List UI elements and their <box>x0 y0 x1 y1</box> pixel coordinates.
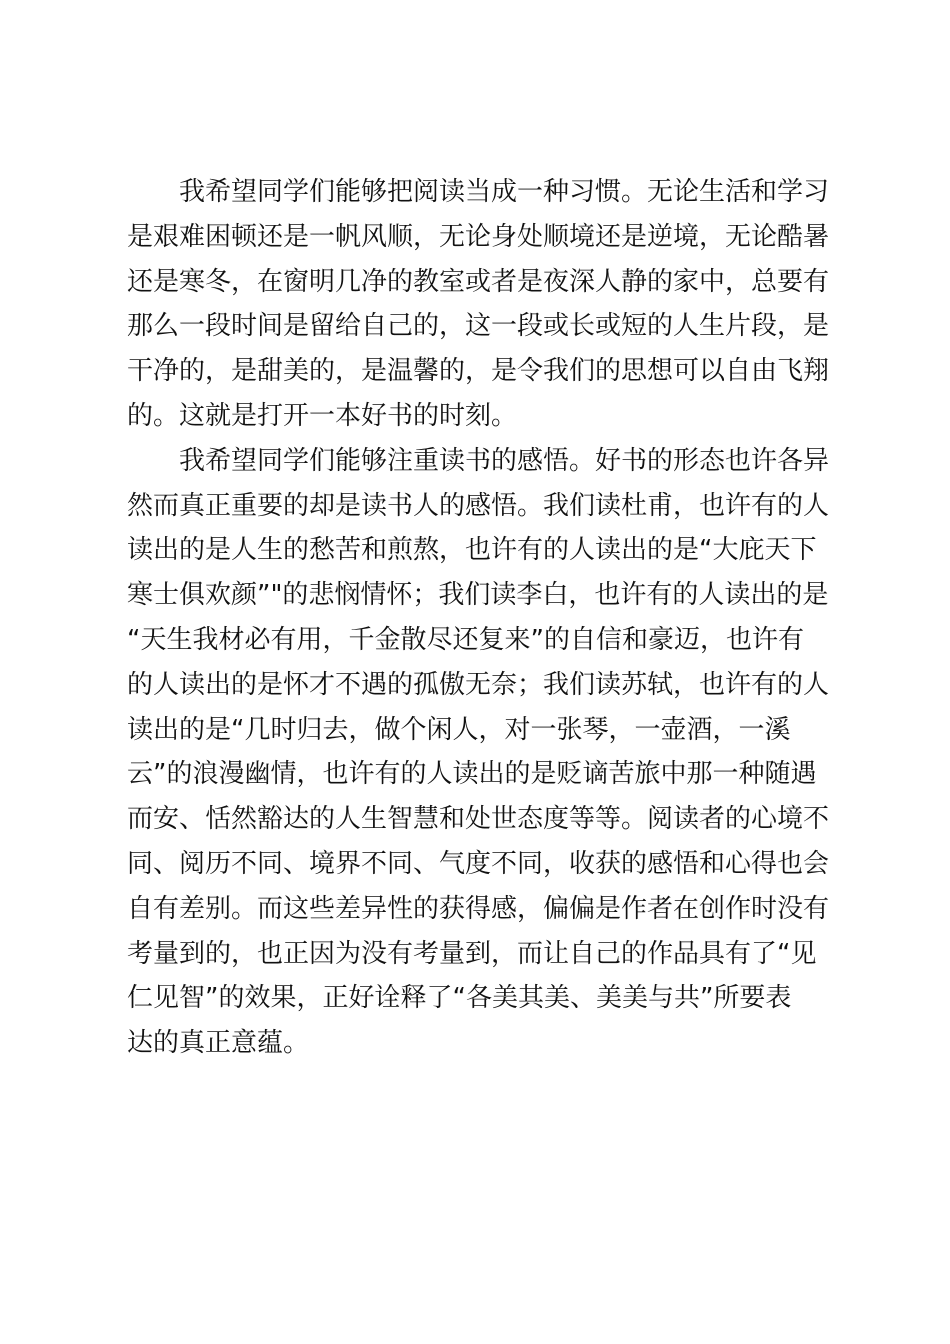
paragraph-line: 是艰难困顿还是一帆风顺，无论身处顺境还是逆境，无论酷暑 <box>127 221 830 252</box>
paragraph-line: 那么一段时间是留给自己的，这一段或长或短的人生片段，是 <box>127 311 830 342</box>
paragraph-line: 寒士俱欢颜”"的悲悯情怀；我们读李白，也许有的人读出的是 <box>127 580 829 611</box>
paragraph-line: 我希望同学们能够注重读书的感悟。好书的形态也许各异 <box>179 445 830 476</box>
paragraph-line: 云”的浪漫幽情，也许有的人读出的是贬谪苦旅中那一种随遇 <box>127 759 817 790</box>
paragraph-line: 读出的是“几时归去，做个闲人，对一张琴，一壶酒，一溪 <box>127 714 791 745</box>
paragraph-line: 而安、恬然豁达的人生智慧和处世态度等等。阅读者的心境不 <box>127 804 830 835</box>
paragraph-line: 考量到的，也正因为没有考量到，而让自己的作品具有了“见 <box>127 938 817 969</box>
paragraph-line: 干净的，是甜美的，是温馨的，是令我们的思想可以自由飞翔 <box>127 356 830 387</box>
paragraph-reading-habit <box>127 170 833 439</box>
paragraph-reading-insight <box>127 439 833 1066</box>
paragraph-line: 读出的是人生的愁苦和煎熬，也许有的人读出的是“大庇天下 <box>127 535 817 566</box>
paragraph-line: 的人读出的是怀才不遇的孤傲无奈；我们读苏轼，也许有的人 <box>127 669 830 700</box>
paragraph-line: 还是寒冬，在窗明几净的教室或者是夜深人静的家中，总要有 <box>127 266 830 297</box>
paragraph-line: 的。这就是打开一本好书的时刻。 <box>127 400 518 431</box>
paragraph-line: 仁见智”的效果，正好诠释了“各美其美、美美与共”所要表 <box>127 983 792 1014</box>
paragraph-line: 达的真正意蕴。 <box>127 1028 310 1059</box>
paragraph-line: 然而真正重要的却是读书人的感悟。我们读杜甫，也许有的人 <box>127 490 830 521</box>
paragraph-line: 同、阅历不同、境界不同、气度不同，收获的感悟和心得也会 <box>127 848 830 879</box>
paragraph-line: 自有差别。而这些差异性的获得感，偏偏是作者在创作时没有 <box>127 893 830 924</box>
paragraph-line: “天生我材必有用，千金散尽还复来”的自信和豪迈，也许有 <box>127 624 804 655</box>
paragraph-line: 我希望同学们能够把阅读当成一种习惯。无论生活和学习 <box>179 177 830 207</box>
document-body <box>127 170 833 1066</box>
